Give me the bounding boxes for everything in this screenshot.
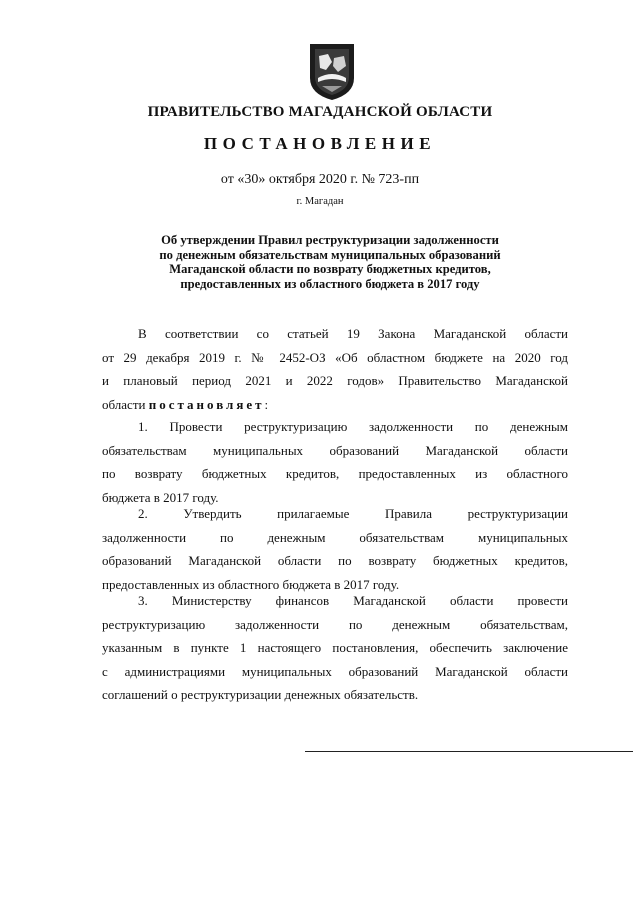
text-line: бюджета в 2017 году. [102, 489, 219, 505]
text-line: реструктуризацию задолженности по денежным обязательствам, [102, 616, 568, 632]
preamble-prefix: области [102, 396, 146, 412]
title-line: Магаданской области по возврату бюджетных кредитов, [169, 262, 491, 276]
text-line: 1. Провести реструктуризацию задолженности по денежным [138, 419, 568, 434]
text-line: 2. Утвердить прилагаемые Правила реструктуризации [138, 506, 568, 521]
coat-of-arms-icon [306, 40, 358, 102]
text-line: 3. Министерству финансов Магаданской области провести [138, 593, 568, 608]
text-line: соглашений о реструктуризации денежных обязательств. [102, 687, 419, 702]
text-line: образований Магаданской области по возврату бюджетных кредитов, [102, 553, 568, 568]
text-line: В соответствии со статьей 19 Закона Магаданской области [138, 326, 568, 341]
city: г. Магадан [296, 196, 344, 207]
text-line: предоставленных из областного бюджета в 2017 году. [102, 576, 400, 592]
text-line: по возврату бюджетных кредитов, предоставленных из областного [102, 466, 568, 481]
text-line: с администрациями муниципальных образований Магаданской области [102, 663, 568, 679]
preamble-paragraph [102, 322, 568, 416]
title-line: предоставленных из областного бюджета в 2017 году [180, 276, 480, 291]
decree-verb: постановляет [148, 396, 265, 412]
item-2-paragraph [102, 502, 568, 596]
text-line: и плановый период 2021 и 2022 годов» Правительство Магаданской [102, 373, 568, 388]
text-line: задолженности по денежным обязательствам муниципальных [102, 529, 568, 545]
government-name: ПРАВИТЕЛЬСТВО МАГАДАНСКОЙ ОБЛАСТИ [147, 104, 493, 120]
title-line: Об утверждении Правил реструктуризации задолженности [161, 233, 499, 247]
text-line: обязательствам муниципальных образований Магаданской области [102, 442, 568, 458]
preamble-colon: : [264, 396, 269, 412]
document-type: ПОСТАНОВЛЕНИЕ [203, 134, 437, 153]
document-title [120, 233, 540, 291]
item-1-paragraph [102, 415, 568, 509]
item-3-paragraph [102, 589, 568, 707]
text-line [102, 393, 568, 417]
horizontal-rule [305, 751, 633, 752]
title-line: по денежным обязательствам муниципальных образований [159, 247, 501, 262]
date-number: от «30» октября 2020 г. № 723-пп [220, 172, 420, 187]
text-line: от 29 декабря 2019 г. № 2452-ОЗ «Об областном бюджете на 2020 год [102, 349, 568, 365]
text-line: указанным в пункте 1 настоящего постановления, обеспечить заключение [102, 640, 568, 655]
